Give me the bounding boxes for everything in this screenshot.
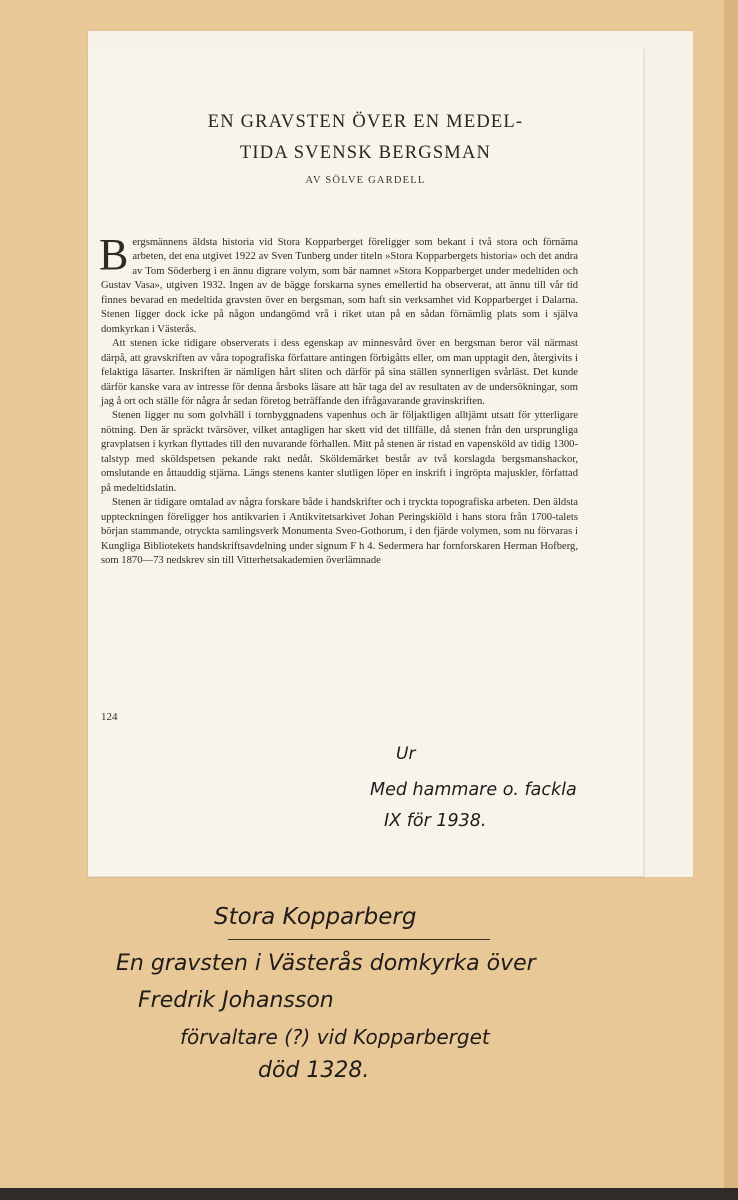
handwritten-source-title: Med hammare o. fackla xyxy=(370,780,577,800)
paragraph-1 xyxy=(99,230,578,337)
handwritten-note-line-2: Fredrik Johansson xyxy=(138,988,334,1013)
board-right-edge xyxy=(724,0,738,1200)
article-title-line-2: TIDA SVENSK BERGSMAN xyxy=(239,143,492,163)
scan-bottom-edge xyxy=(0,1188,738,1200)
handwritten-note-line-3: förvaltare (?) vid Kopparberget xyxy=(180,1025,490,1049)
handwritten-note-line-4: död 1328. xyxy=(258,1058,370,1083)
paragraph-1-text: ergsmännens äldsta historia vid Stora Kopparberget föreligger som bekant i två stora och förnäma arbeten, det ena utgivet 1922 av Sven Tunberg under titeln »Stora Kopparbergets historia» och det andra av Tom Söderberg i en ännu digrare volym, som bär namnet »Stora Kopparberget under medeltiden och Gustav Vasa», utgiven 1932. Ingen av de bägge forskarna synes emellertid ha observerat, att ännu till vår tid finnes bevarad en medeltida gravsten över en bergsman, som haft sin verksamhet vid Kopparberget i Dalarna. Stenen ligger dock icke på någon undangömd vrå i riket utan på en sådan förnämlig plats som i själva domkyrkan i Västerås. xyxy=(101,237,578,335)
article-byline: AV SÖLVE GARDELL xyxy=(305,175,426,186)
article-body xyxy=(99,230,578,568)
page-number: 124 xyxy=(101,711,118,723)
heading-underline xyxy=(228,939,490,940)
paragraph-4: Stenen är tidigare omtalad av några forskare både i handskrifter och i tryckta topografiska arbeten. Den äldsta uppteckningen föreligger hos antikvarien i Antikvitetsarkivet Johan Peringskiöld i hans stora från 1700-talets början stammande, otryckta samlingsverk Monumenta Sveo-Gothorum, i den fjärde volymen, som nu förvaras i Kungliga Bibliotekets handskriftsavdelning under signum F h 4. Sedermera har fornforskaren Herman Hofberg, som 1870—73 nedskrev sin till Vitterhetsakademien överlämnade xyxy=(101,497,578,566)
paragraph-2: Att stenen icke tidigare observerats i dess egenskap av minnesvård över en bergsman beror väl närmast därpå, att gravskriften av våra topografiska författare antingen förbigåtts eller, om man upptagit den, återgivits i felaktiga läsarter. Inskriften är nämligen hårt sliten och därför på sina ställen synnerligen svårläst. Det kunde därför kanske vara av intresse för denna årsboks läsare att här taga del av resultaten av de undersökningar, som jag å ort och ställe för några år sedan företog beträffande den ifrågavarande gravinskriften. xyxy=(101,338,578,407)
handwritten-note-line-1: En gravsten i Västerås domkyrka över xyxy=(116,951,536,976)
paragraph-3: Stenen ligger nu som golvhäll i tornbyggnadens vapenhus och är följaktligen alltjämt utsatt för ytterligare nötning. Den är spräckt tvärsöver, vilket antagligen har skett vid det tillfälle, då stenen från den ursprungliga gravplatsen i kyrkan flyttades till den nuvarande förhallen. Mitt på stenen är ristad en vapensköld av tidig 1300-talstyp med sköldspetsen pekande rakt nedåt. Sköldemärket består av två korslagda bergsmanshackor, omslutande en åttauddig stjärna. Längs stenens kanter slutligen löper en inskrift i ingröpta majuskler, författad på medeltidslatin. xyxy=(101,410,578,494)
handwritten-note-heading: Stora Kopparberg xyxy=(214,904,417,930)
handwritten-source-ur: Ur xyxy=(396,744,416,764)
drop-cap: B xyxy=(99,230,129,279)
handwritten-source-volume: IX för 1938. xyxy=(384,811,487,831)
article-title-line-1: EN GRAVSTEN ÖVER EN MEDEL- xyxy=(207,112,524,132)
